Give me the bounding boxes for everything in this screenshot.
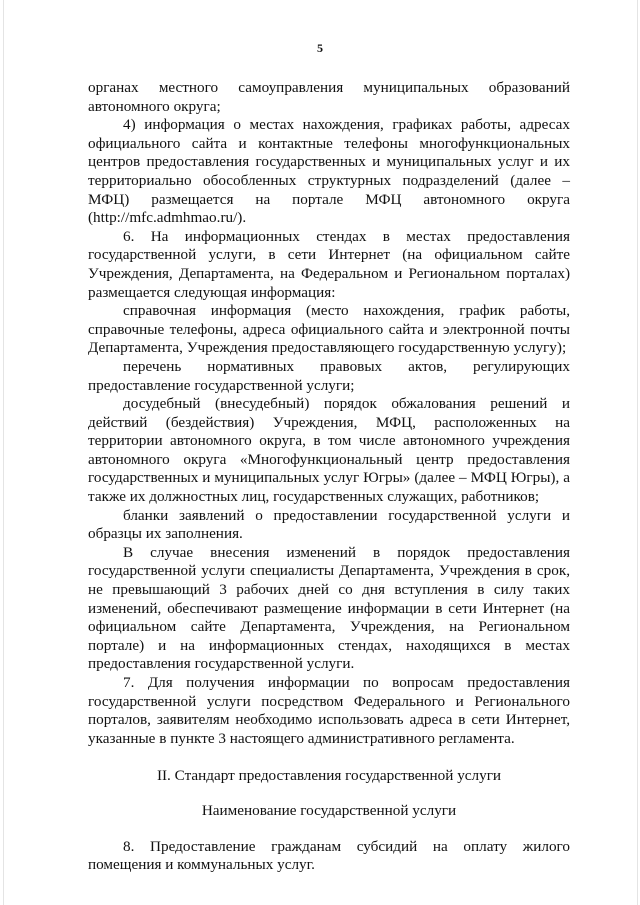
page-number: 5 bbox=[317, 41, 323, 55]
paragraph-reference-info: справочная информация (место нахождения, график работы, справочные телефоны, адреса официального сайта и электронной почты Департамента, Учреждения предоставляющего государственную услугу); bbox=[88, 302, 570, 357]
paragraph-application-forms: бланки заявлений о предоставлении государственной услуги и образцы их заполнения. bbox=[88, 506, 570, 543]
section-heading: II. Стандарт предоставления государственной услуги bbox=[156, 767, 502, 785]
paragraph-changes: В случае внесения изменений в порядок предоставления государственной услуги специалисты Департамента, Учреждения в срок, не превышающий 3 рабочих дней со дня вступления в силу таких изменений, обеспечивают размещение информации в сети Интернет (на официальном сайте Департамента, Учреждения, на Региональном портале) и на информационных стендах, находящихся в местах предоставления государственной услуги. bbox=[88, 543, 570, 673]
paragraph-item-8: 8. Предоставление гражданам субсидий на оплату жилого помещения и коммунальных услуг. bbox=[88, 837, 570, 874]
paragraph-item-4: 4) информация о местах нахождения, графиках работы, адресах официального сайта и контактные телефоны многофункциональных центров предоставления государственных и муниципальных услуг и их территориально обособленных структурных подразделений (далее – МФЦ) размещается на портале МФЦ автономного округа (http://mfc.admhmao.ru/). bbox=[88, 116, 570, 227]
scan-edge-left bbox=[3, 0, 4, 905]
scan-edge-right bbox=[637, 0, 638, 905]
document-body bbox=[88, 79, 570, 875]
paragraph-item-7: 7. Для получения информации по вопросам предоставления государственной услуги посредством Федерального и Регионального порталов, заявителям необходимо использовать адреса в сети Интернет, указанные в пункте 3 настоящего административного регламента. bbox=[88, 674, 570, 747]
paragraph-item-6: 6. На информационных стендах в местах предоставления государственной услуги, в сети Интернет (на официальном сайте Учреждения, Департамента, на Федеральном и Региональном порталах) размещается следующая информация: bbox=[88, 227, 570, 301]
paragraph-continuation: органах местного самоуправления муниципальных образований автономного округа; bbox=[88, 79, 570, 115]
paragraph-appeal-procedure: досудебный (внесудебный) порядок обжалования решений и действий (бездействия) Учреждения, МФЦ, расположенных на территории автономного округа, в том числе автономного учреждения автономного округа «Многофункциональный центр предоставления государственных и муниципальных услуг Югры» (далее – МФЦ Югры), а также их должностных лиц, государственных служащих, работников; bbox=[88, 395, 570, 506]
paragraph-legal-acts: перечень нормативных правовых актов, регулирующих предоставление государственной услуги; bbox=[88, 357, 570, 394]
subsection-heading: Наименование государственной услуги bbox=[201, 801, 457, 819]
